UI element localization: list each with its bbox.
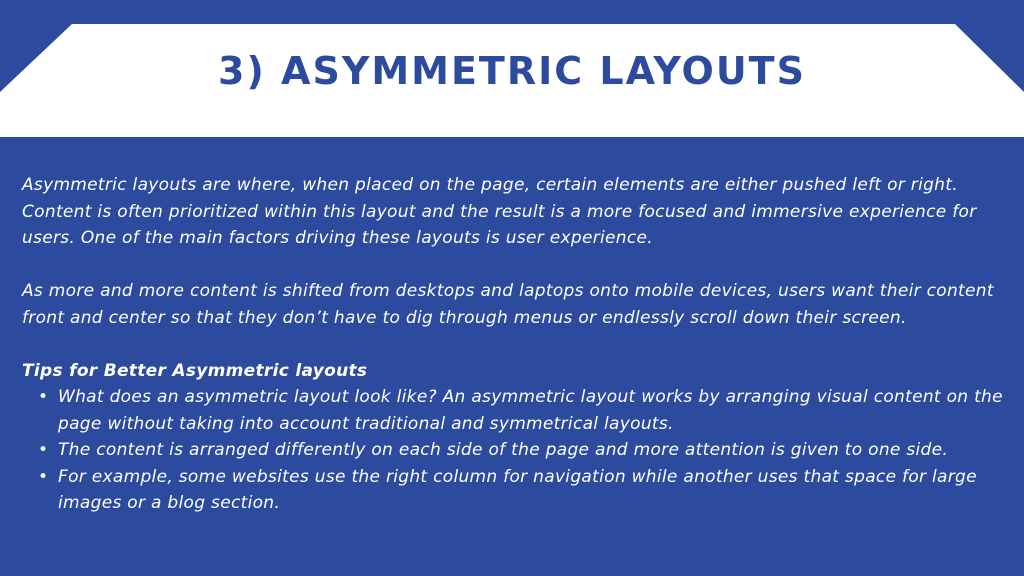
tips-list: [22, 384, 1007, 517]
bullet-icon: •: [38, 440, 49, 460]
slide-title: 3) ASYMMETRIC LAYOUTS: [218, 49, 806, 93]
list-item: [38, 464, 1007, 517]
mobile-paragraph: As more and more content is shifted from desktops and laptops onto mobile devices, users want their content front and center so that they don’t have to dig through menus or endlessly scroll down their screen.: [22, 281, 994, 328]
tip-text: What does an asymmetric layout look like? An asymmetric layout works by arranging visual content on the page without taking into account traditional and symmetrical layouts.: [58, 387, 1003, 434]
tips-heading: Tips for Better Asymmetric layouts: [22, 360, 368, 381]
bullet-icon: •: [38, 387, 49, 407]
slide-body: [22, 172, 1007, 517]
bullet-icon: •: [38, 466, 49, 487]
tip-text: The content is arranged differently on each side of the page and more attention is given to one side.: [58, 440, 949, 460]
list-item: [38, 384, 1007, 437]
list-item: [38, 437, 1007, 464]
tip-text: For example, some websites use the right column for navigation while another uses that space for large images or a blog section.: [58, 466, 977, 513]
intro-paragraph: Asymmetric layouts are where, when placed on the page, certain elements are either pushed left or right. Content is often prioritized within this layout and the result is a more focused and immersive experience for users. One of the main factors driving these layouts is user experience.: [22, 175, 977, 248]
